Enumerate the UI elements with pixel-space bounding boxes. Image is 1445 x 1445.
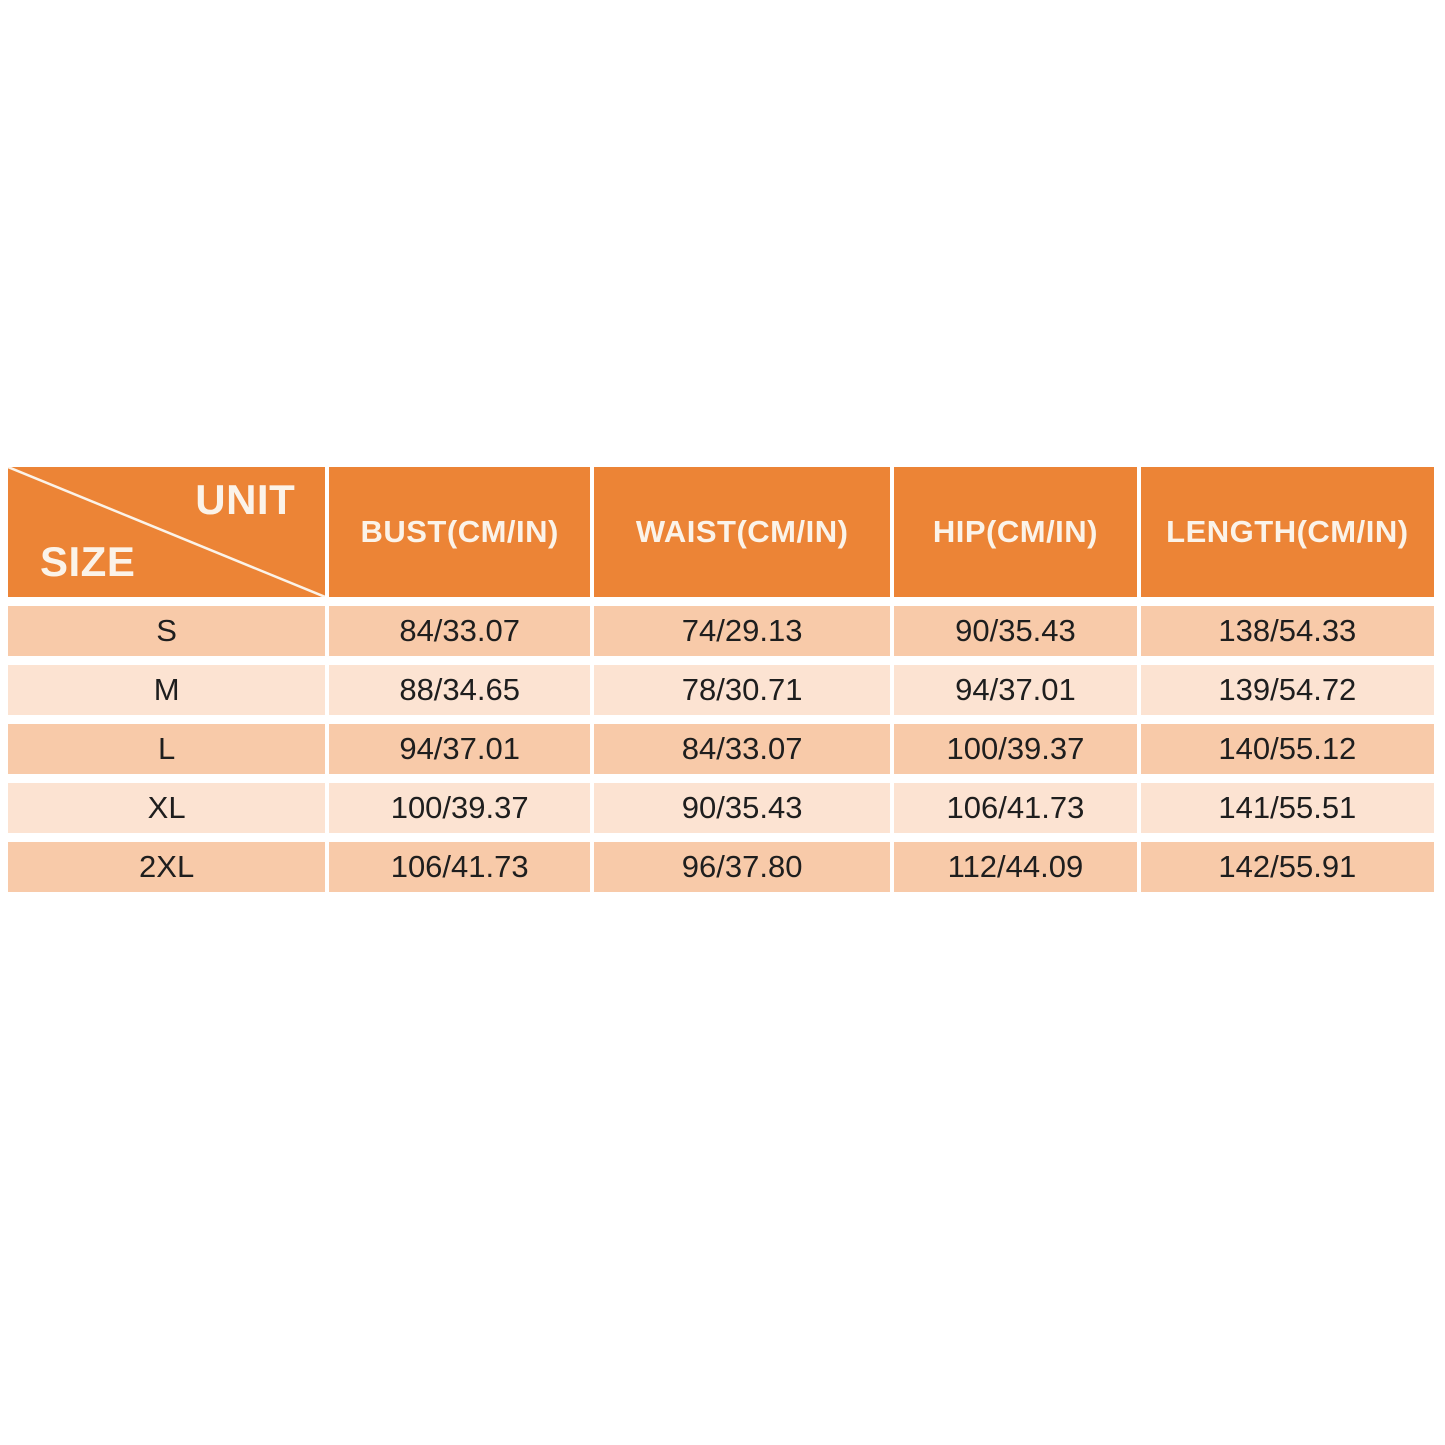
bust-value-cell: 100/39.37 <box>329 783 590 833</box>
length-value-cell: 139/54.72 <box>1141 665 1434 715</box>
hip-value-cell: 90/35.43 <box>894 606 1137 656</box>
length-value-cell: 142/55.91 <box>1141 842 1434 892</box>
header-row <box>8 467 1434 597</box>
length-value-cell: 138/54.33 <box>1141 606 1434 656</box>
size-chart-table <box>4 458 1438 901</box>
hip-value-cell: 100/39.37 <box>894 724 1137 774</box>
table-body <box>8 606 1434 892</box>
bust-value-cell: 106/41.73 <box>329 842 590 892</box>
waist-value-cell: 90/35.43 <box>594 783 890 833</box>
hip-value-cell: 112/44.09 <box>894 842 1137 892</box>
waist-value-cell: 74/29.13 <box>594 606 890 656</box>
size-label-cell: S <box>8 606 325 656</box>
column-header-waist: WAIST(CM/IN) <box>594 467 890 597</box>
bust-value-cell: 94/37.01 <box>329 724 590 774</box>
table-row-m <box>8 665 1434 715</box>
table-row-l <box>8 724 1434 774</box>
table-header <box>8 467 1434 597</box>
table-row-xl <box>8 783 1434 833</box>
hip-value-cell: 106/41.73 <box>894 783 1137 833</box>
table-row-2xl <box>8 842 1434 892</box>
length-value-cell: 140/55.12 <box>1141 724 1434 774</box>
size-label-cell: M <box>8 665 325 715</box>
column-header-length: LENGTH(CM/IN) <box>1141 467 1434 597</box>
table-row-s <box>8 606 1434 656</box>
corner-unit-label: UNIT <box>195 476 296 523</box>
bust-value-cell: 88/34.65 <box>329 665 590 715</box>
corner-header-cell <box>8 467 325 597</box>
size-label-cell: XL <box>8 783 325 833</box>
size-label-cell: 2XL <box>8 842 325 892</box>
hip-value-cell: 94/37.01 <box>894 665 1137 715</box>
bust-value-cell: 84/33.07 <box>329 606 590 656</box>
waist-value-cell: 78/30.71 <box>594 665 890 715</box>
waist-value-cell: 84/33.07 <box>594 724 890 774</box>
column-header-hip: HIP(CM/IN) <box>894 467 1137 597</box>
waist-value-cell: 96/37.80 <box>594 842 890 892</box>
column-header-bust: BUST(CM/IN) <box>329 467 590 597</box>
size-label-cell: L <box>8 724 325 774</box>
length-value-cell: 141/55.51 <box>1141 783 1434 833</box>
corner-size-label: SIZE <box>40 538 136 585</box>
